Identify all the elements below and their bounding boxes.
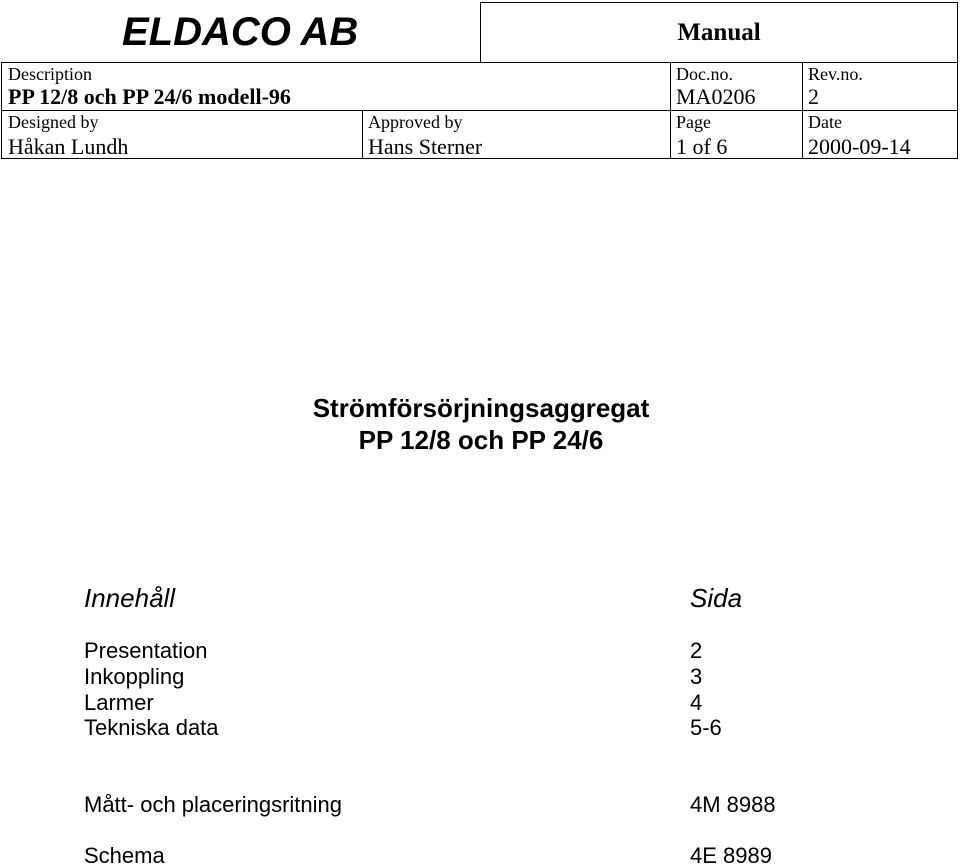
contents-item-label: Larmer: [84, 690, 154, 715]
header-column-divider-docno: [670, 62, 671, 159]
designed-by-value: Håkan Lundh: [8, 134, 129, 159]
approved-by-label: Approved by: [368, 112, 463, 132]
date-label: Date: [808, 112, 842, 132]
company-name: ELDACO AB: [122, 10, 359, 54]
page-label: Page: [676, 112, 711, 132]
contents-heading: Innehåll: [84, 583, 176, 613]
doc-no-value: MA0206: [676, 84, 756, 109]
contents-item-page: 2: [690, 638, 703, 663]
contents-item-page: 5-6: [690, 715, 722, 740]
description-label: Description: [8, 64, 92, 84]
document-subtitle: PP 12/8 och PP 24/6: [358, 425, 604, 455]
date-value: 2000-09-14: [808, 134, 911, 159]
designed-by-label: Designed by: [8, 112, 99, 132]
rev-no-label: Rev.no.: [808, 64, 863, 84]
doc-no-label: Doc.no.: [676, 64, 733, 84]
drawing-item-number: 4M 8988: [690, 792, 776, 817]
page-value: 1 of 6: [676, 134, 728, 159]
header-column-divider-approved: [362, 110, 363, 158]
drawing-item-label: Schema: [84, 843, 165, 868]
contents-item-label: Tekniska data: [84, 715, 219, 740]
drawing-item-number: 4E 8989: [690, 843, 772, 868]
header-border-left: [1, 62, 2, 159]
header-border-right: [957, 2, 958, 159]
drawing-item-label: Mått- och placeringsritning: [84, 792, 343, 817]
header-column-divider-revno: [802, 62, 803, 159]
approved-by-value: Hans Sterner: [368, 134, 483, 159]
document-type: Manual: [677, 19, 761, 46]
contents-item-page: 3: [690, 664, 703, 689]
rev-no-value: 2: [808, 84, 819, 109]
description-value: PP 12/8 och PP 24/6 modell-96: [8, 84, 291, 109]
contents-item-label: Presentation: [84, 638, 208, 663]
contents-item-page: 4: [690, 690, 703, 715]
contents-page-heading: Sida: [690, 583, 743, 613]
header-border-top: [480, 2, 958, 3]
document-title: Strömförsörjningsaggregat: [312, 393, 650, 423]
header-border-manual-left: [480, 2, 481, 63]
contents-item-label: Inkoppling: [84, 664, 185, 689]
